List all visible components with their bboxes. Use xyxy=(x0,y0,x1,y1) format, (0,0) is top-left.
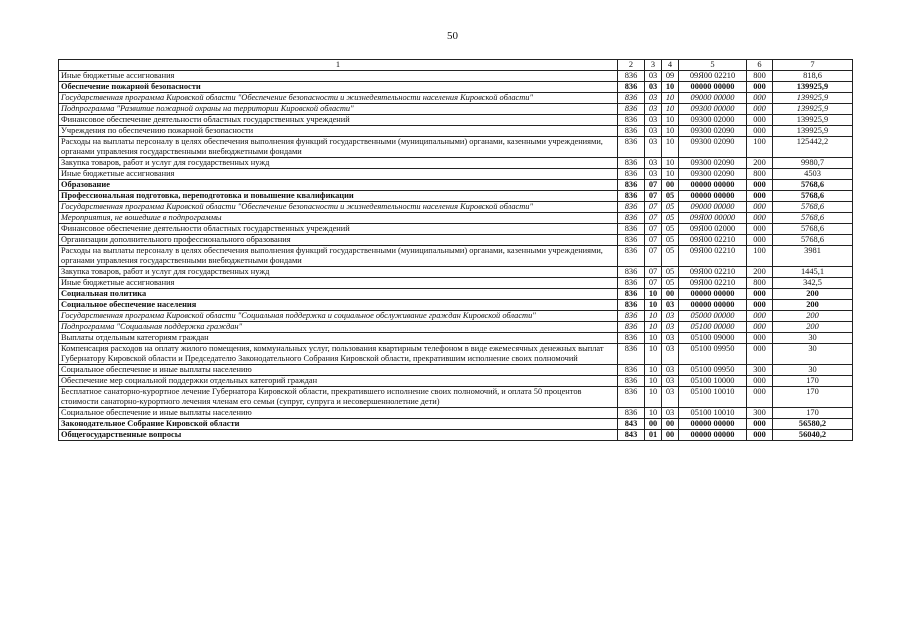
target-article-cell: 00000 00000 xyxy=(679,419,747,430)
target-article-cell: 09Я00 02210 xyxy=(679,278,747,289)
target-article-cell: 09Я00 02210 xyxy=(679,235,747,246)
target-article-cell: 00000 00000 xyxy=(679,191,747,202)
amount-cell: 1445,1 xyxy=(773,267,853,278)
section-code-cell: 07 xyxy=(645,267,662,278)
subsection-code-cell: 05 xyxy=(662,267,679,278)
subsection-code-cell: 05 xyxy=(662,246,679,267)
amount-cell: 170 xyxy=(773,408,853,419)
expense-type-cell: 100 xyxy=(747,246,773,267)
table-row xyxy=(59,202,853,213)
amount-cell: 30 xyxy=(773,365,853,376)
subsection-code-cell: 09 xyxy=(662,71,679,82)
amount-cell: 3981 xyxy=(773,246,853,267)
section-code-cell: 10 xyxy=(645,376,662,387)
item-name-cell: Социальное обеспечение и иные выплаты населению xyxy=(59,365,618,376)
item-name-cell: Мероприятия, не вошедшие в подпрограммы xyxy=(59,213,618,224)
table-row xyxy=(59,333,853,344)
section-code-cell: 00 xyxy=(645,419,662,430)
admin-code-cell: 836 xyxy=(618,191,645,202)
item-name-cell: Государственная программа Кировской области "Обеспечение безопасности и жизнедеятельности населения Кировской области" xyxy=(59,202,618,213)
table-row xyxy=(59,344,853,365)
amount-cell: 200 xyxy=(773,289,853,300)
section-code-cell: 10 xyxy=(645,322,662,333)
admin-code-cell: 836 xyxy=(618,169,645,180)
amount-cell: 5768,6 xyxy=(773,224,853,235)
expense-type-cell: 000 xyxy=(747,180,773,191)
table-row xyxy=(59,311,853,322)
subsection-code-cell: 05 xyxy=(662,224,679,235)
subsection-code-cell: 05 xyxy=(662,278,679,289)
amount-cell: 56040,2 xyxy=(773,430,853,441)
expense-type-cell: 000 xyxy=(747,311,773,322)
table-header-row xyxy=(59,60,853,71)
subsection-code-cell: 10 xyxy=(662,104,679,115)
table-row xyxy=(59,278,853,289)
section-code-cell: 07 xyxy=(645,202,662,213)
amount-cell: 5768,6 xyxy=(773,180,853,191)
table-row xyxy=(59,93,853,104)
table-row xyxy=(59,158,853,169)
amount-cell: 5768,6 xyxy=(773,213,853,224)
table-row xyxy=(59,126,853,137)
subsection-code-cell: 05 xyxy=(662,213,679,224)
target-article-cell: 09300 02090 xyxy=(679,137,747,158)
expense-type-cell: 000 xyxy=(747,93,773,104)
admin-code-cell: 836 xyxy=(618,235,645,246)
subsection-code-cell: 03 xyxy=(662,344,679,365)
amount-cell: 342,5 xyxy=(773,278,853,289)
expense-type-cell: 000 xyxy=(747,224,773,235)
section-code-cell: 07 xyxy=(645,180,662,191)
target-article-cell: 09000 00000 xyxy=(679,93,747,104)
section-code-cell: 01 xyxy=(645,430,662,441)
section-code-cell: 03 xyxy=(645,93,662,104)
subsection-code-cell: 00 xyxy=(662,180,679,191)
subsection-code-cell: 03 xyxy=(662,300,679,311)
item-name-cell: Подпрограмма "Социальная поддержка граждан" xyxy=(59,322,618,333)
item-name-cell: Расходы на выплаты персоналу в целях обеспечения выполнения функций государственными (муниципальными) органами, казенными учреждениями, органами управления государственными внебюджетными фондами xyxy=(59,137,618,158)
expense-type-cell: 200 xyxy=(747,158,773,169)
page-number: 50 xyxy=(447,30,458,42)
target-article-cell: 09Я00 02210 xyxy=(679,267,747,278)
subsection-code-cell: 03 xyxy=(662,333,679,344)
amount-cell: 139925,9 xyxy=(773,126,853,137)
target-article-cell: 05000 00000 xyxy=(679,311,747,322)
section-code-cell: 03 xyxy=(645,137,662,158)
admin-code-cell: 843 xyxy=(618,419,645,430)
section-code-cell: 07 xyxy=(645,213,662,224)
item-name-cell: Расходы на выплаты персоналу в целях обеспечения выполнения функций государственными (муниципальными) органами, казенными учреждениями, органами управления государственными внебюджетными фондами xyxy=(59,246,618,267)
admin-code-cell: 836 xyxy=(618,180,645,191)
table-row xyxy=(59,376,853,387)
amount-cell: 5768,6 xyxy=(773,235,853,246)
item-name-cell: Финансовое обеспечение деятельности областных государственных учреждений xyxy=(59,224,618,235)
target-article-cell: 00000 00000 xyxy=(679,82,747,93)
admin-code-cell: 836 xyxy=(618,387,645,408)
amount-cell: 125442,2 xyxy=(773,137,853,158)
admin-code-cell: 836 xyxy=(618,333,645,344)
table-row xyxy=(59,430,853,441)
expense-type-cell: 000 xyxy=(747,419,773,430)
subsection-code-cell: 10 xyxy=(662,169,679,180)
table-row xyxy=(59,169,853,180)
amount-cell: 200 xyxy=(773,322,853,333)
section-code-cell: 03 xyxy=(645,115,662,126)
admin-code-cell: 836 xyxy=(618,365,645,376)
amount-cell: 30 xyxy=(773,344,853,365)
subsection-code-cell: 03 xyxy=(662,365,679,376)
section-code-cell: 03 xyxy=(645,82,662,93)
target-article-cell: 09Я00 02210 xyxy=(679,246,747,267)
item-name-cell: Закупка товаров, работ и услуг для государственных нужд xyxy=(59,158,618,169)
expense-type-cell: 300 xyxy=(747,365,773,376)
table-row xyxy=(59,213,853,224)
admin-code-cell: 836 xyxy=(618,115,645,126)
admin-code-cell: 836 xyxy=(618,246,645,267)
item-name-cell: Бесплатное санаторно-курортное лечение Губернатора Кировской области, прекратившего исполнение своих полномочий, и оплата 50 процентов стоимости санаторно-курортного лечения членам его семьи (супруг, супруга и несовершеннолетние дети) xyxy=(59,387,618,408)
item-name-cell: Государственная программа Кировской области "Социальная поддержка и социальное обслуживание граждан Кировской области" xyxy=(59,311,618,322)
target-article-cell: 05100 09950 xyxy=(679,344,747,365)
section-code-cell: 03 xyxy=(645,169,662,180)
target-article-cell: 09Я00 00000 xyxy=(679,213,747,224)
table-row xyxy=(59,224,853,235)
subsection-code-cell: 00 xyxy=(662,430,679,441)
item-name-cell: Иные бюджетные ассигнования xyxy=(59,71,618,82)
table-row xyxy=(59,365,853,376)
item-name-cell: Обеспечение пожарной безопасности xyxy=(59,82,618,93)
table-row xyxy=(59,235,853,246)
item-name-cell: Социальное обеспечение населения xyxy=(59,300,618,311)
admin-code-cell: 843 xyxy=(618,430,645,441)
target-article-cell: 05100 00000 xyxy=(679,322,747,333)
expense-type-cell: 000 xyxy=(747,387,773,408)
expense-type-cell: 000 xyxy=(747,191,773,202)
amount-cell: 139925,9 xyxy=(773,115,853,126)
target-article-cell: 09000 00000 xyxy=(679,202,747,213)
section-code-cell: 10 xyxy=(645,408,662,419)
admin-code-cell: 836 xyxy=(618,344,645,365)
amount-cell: 56580,2 xyxy=(773,419,853,430)
admin-code-cell: 836 xyxy=(618,71,645,82)
header-cell-6: 6 xyxy=(747,60,773,71)
admin-code-cell: 836 xyxy=(618,82,645,93)
table-row xyxy=(59,322,853,333)
subsection-code-cell: 10 xyxy=(662,137,679,158)
item-name-cell: Компенсация расходов на оплату жилого помещения, коммунальных услуг, пользования квартирным телефоном в виде ежемесячных денежных выплат Губернатору Кировской области и Председателю Законодательного Собрания Кировской области, прекратившим исполнение своих полномочий xyxy=(59,344,618,365)
expense-type-cell: 000 xyxy=(747,213,773,224)
table-row xyxy=(59,387,853,408)
section-code-cell: 03 xyxy=(645,126,662,137)
table-row xyxy=(59,408,853,419)
table-row xyxy=(59,115,853,126)
table-row xyxy=(59,82,853,93)
expense-type-cell: 000 xyxy=(747,235,773,246)
amount-cell: 200 xyxy=(773,300,853,311)
expense-type-cell: 000 xyxy=(747,322,773,333)
target-article-cell: 05100 10000 xyxy=(679,376,747,387)
expense-type-cell: 800 xyxy=(747,169,773,180)
section-code-cell: 07 xyxy=(645,191,662,202)
subsection-code-cell: 10 xyxy=(662,126,679,137)
subsection-code-cell: 05 xyxy=(662,202,679,213)
section-code-cell: 07 xyxy=(645,224,662,235)
target-article-cell: 09Я00 02210 xyxy=(679,71,747,82)
item-name-cell: Законодательное Собрание Кировской области xyxy=(59,419,618,430)
item-name-cell: Общегосударственные вопросы xyxy=(59,430,618,441)
target-article-cell: 05100 10010 xyxy=(679,408,747,419)
admin-code-cell: 836 xyxy=(618,278,645,289)
amount-cell: 170 xyxy=(773,387,853,408)
header-cell-4: 4 xyxy=(662,60,679,71)
admin-code-cell: 836 xyxy=(618,300,645,311)
admin-code-cell: 836 xyxy=(618,93,645,104)
section-code-cell: 07 xyxy=(645,278,662,289)
table-row xyxy=(59,300,853,311)
header-cell-5: 5 xyxy=(679,60,747,71)
subsection-code-cell: 03 xyxy=(662,311,679,322)
table-row xyxy=(59,104,853,115)
target-article-cell: 05100 10010 xyxy=(679,387,747,408)
table-row xyxy=(59,191,853,202)
expense-type-cell: 000 xyxy=(747,333,773,344)
admin-code-cell: 836 xyxy=(618,158,645,169)
header-cell-7: 7 xyxy=(773,60,853,71)
header-cell-1: 1 xyxy=(59,60,618,71)
admin-code-cell: 836 xyxy=(618,311,645,322)
expense-type-cell: 000 xyxy=(747,289,773,300)
section-code-cell: 10 xyxy=(645,333,662,344)
item-name-cell: Профессиональная подготовка, переподготовка и повышение квалификации xyxy=(59,191,618,202)
target-article-cell: 00000 00000 xyxy=(679,430,747,441)
target-article-cell: 09Я00 02000 xyxy=(679,224,747,235)
expense-type-cell: 000 xyxy=(747,115,773,126)
section-code-cell: 10 xyxy=(645,365,662,376)
amount-cell: 5768,6 xyxy=(773,191,853,202)
section-code-cell: 07 xyxy=(645,235,662,246)
expense-type-cell: 100 xyxy=(747,137,773,158)
section-code-cell: 03 xyxy=(645,71,662,82)
subsection-code-cell: 05 xyxy=(662,235,679,246)
expense-type-cell: 800 xyxy=(747,71,773,82)
expense-type-cell: 000 xyxy=(747,430,773,441)
section-code-cell: 10 xyxy=(645,311,662,322)
budget-table xyxy=(58,59,853,441)
amount-cell: 170 xyxy=(773,376,853,387)
item-name-cell: Закупка товаров, работ и услуг для государственных нужд xyxy=(59,267,618,278)
admin-code-cell: 836 xyxy=(618,202,645,213)
section-code-cell: 03 xyxy=(645,158,662,169)
header-cell-2: 2 xyxy=(618,60,645,71)
subsection-code-cell: 03 xyxy=(662,376,679,387)
section-code-cell: 03 xyxy=(645,104,662,115)
expense-type-cell: 000 xyxy=(747,82,773,93)
subsection-code-cell: 00 xyxy=(662,419,679,430)
amount-cell: 818,6 xyxy=(773,71,853,82)
table-row xyxy=(59,137,853,158)
amount-cell: 139925,9 xyxy=(773,82,853,93)
section-code-cell: 10 xyxy=(645,300,662,311)
admin-code-cell: 836 xyxy=(618,322,645,333)
table-row xyxy=(59,71,853,82)
header-cell-3: 3 xyxy=(645,60,662,71)
subsection-code-cell: 03 xyxy=(662,408,679,419)
admin-code-cell: 836 xyxy=(618,224,645,235)
table-row xyxy=(59,267,853,278)
target-article-cell: 09300 02000 xyxy=(679,115,747,126)
amount-cell: 4503 xyxy=(773,169,853,180)
admin-code-cell: 836 xyxy=(618,289,645,300)
expense-type-cell: 200 xyxy=(747,267,773,278)
admin-code-cell: 836 xyxy=(618,137,645,158)
item-name-cell: Иные бюджетные ассигнования xyxy=(59,169,618,180)
expense-type-cell: 300 xyxy=(747,408,773,419)
target-article-cell: 09300 00000 xyxy=(679,104,747,115)
expense-type-cell: 800 xyxy=(747,278,773,289)
item-name-cell: Государственная программа Кировской области "Обеспечение безопасности и жизнедеятельности населения Кировской области" xyxy=(59,93,618,104)
expense-type-cell: 000 xyxy=(747,344,773,365)
expense-type-cell: 000 xyxy=(747,126,773,137)
amount-cell: 30 xyxy=(773,333,853,344)
item-name-cell: Социальная политика xyxy=(59,289,618,300)
admin-code-cell: 836 xyxy=(618,376,645,387)
target-article-cell: 05100 09000 xyxy=(679,333,747,344)
item-name-cell: Обеспечение мер социальной поддержки отдельных категорий граждан xyxy=(59,376,618,387)
amount-cell: 139925,9 xyxy=(773,93,853,104)
item-name-cell: Финансовое обеспечение деятельности областных государственных учреждений xyxy=(59,115,618,126)
item-name-cell: Иные бюджетные ассигнования xyxy=(59,278,618,289)
expense-type-cell: 000 xyxy=(747,202,773,213)
subsection-code-cell: 10 xyxy=(662,115,679,126)
admin-code-cell: 836 xyxy=(618,126,645,137)
section-code-cell: 07 xyxy=(645,246,662,267)
amount-cell: 139925,9 xyxy=(773,104,853,115)
section-code-cell: 10 xyxy=(645,344,662,365)
section-code-cell: 10 xyxy=(645,387,662,408)
subsection-code-cell: 03 xyxy=(662,322,679,333)
amount-cell: 9980,7 xyxy=(773,158,853,169)
admin-code-cell: 836 xyxy=(618,408,645,419)
expense-type-cell: 000 xyxy=(747,300,773,311)
table-row xyxy=(59,289,853,300)
admin-code-cell: 836 xyxy=(618,213,645,224)
target-article-cell: 09300 02090 xyxy=(679,169,747,180)
subsection-code-cell: 10 xyxy=(662,82,679,93)
target-article-cell: 00000 00000 xyxy=(679,180,747,191)
target-article-cell: 00000 00000 xyxy=(679,300,747,311)
target-article-cell: 09300 02090 xyxy=(679,158,747,169)
subsection-code-cell: 10 xyxy=(662,93,679,104)
table-row xyxy=(59,246,853,267)
subsection-code-cell: 00 xyxy=(662,289,679,300)
admin-code-cell: 836 xyxy=(618,104,645,115)
item-name-cell: Образование xyxy=(59,180,618,191)
table-row xyxy=(59,180,853,191)
subsection-code-cell: 10 xyxy=(662,158,679,169)
target-article-cell: 09300 02090 xyxy=(679,126,747,137)
item-name-cell: Социальное обеспечение и иные выплаты населению xyxy=(59,408,618,419)
amount-cell: 200 xyxy=(773,311,853,322)
expense-type-cell: 000 xyxy=(747,376,773,387)
target-article-cell: 00000 00000 xyxy=(679,289,747,300)
section-code-cell: 10 xyxy=(645,289,662,300)
table-row xyxy=(59,419,853,430)
expense-type-cell: 000 xyxy=(747,104,773,115)
item-name-cell: Подпрограмма "Развитие пожарной охраны на территории Кировской области" xyxy=(59,104,618,115)
item-name-cell: Выплаты отдельным категориям граждан xyxy=(59,333,618,344)
subsection-code-cell: 05 xyxy=(662,191,679,202)
item-name-cell: Учреждения по обеспечению пожарной безопасности xyxy=(59,126,618,137)
item-name-cell: Организации дополнительного профессионального образования xyxy=(59,235,618,246)
subsection-code-cell: 03 xyxy=(662,387,679,408)
target-article-cell: 05100 09950 xyxy=(679,365,747,376)
admin-code-cell: 836 xyxy=(618,267,645,278)
amount-cell: 5768,6 xyxy=(773,202,853,213)
